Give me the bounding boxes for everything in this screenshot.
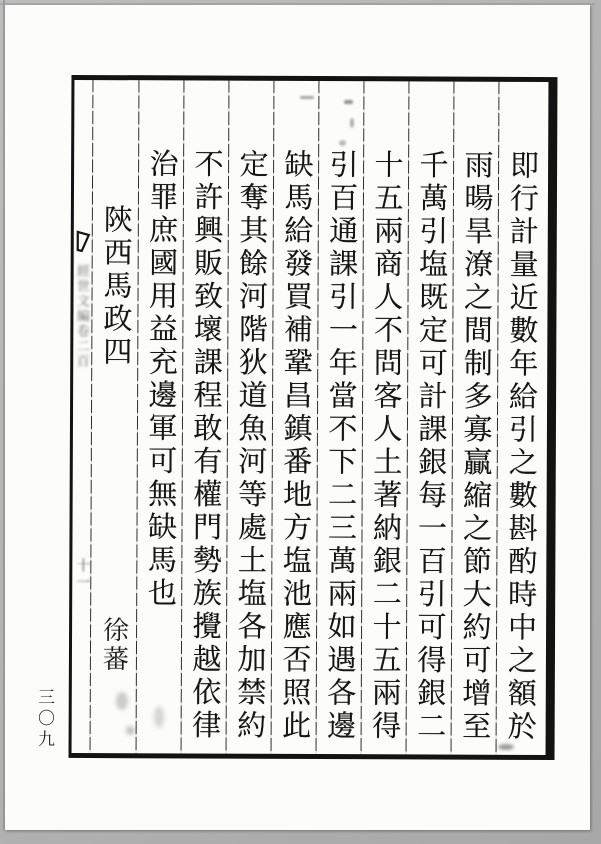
scan-edge-line-left: [3, 0, 5, 830]
text-column-5: [317, 81, 365, 754]
text-column-7-text: 定奪其餘河階狄道魚河等處土塩各加禁約: [233, 148, 268, 743]
ink-smudge: [344, 100, 353, 104]
folio-page-number: 三〇九: [35, 688, 54, 751]
ink-smudge: [126, 726, 135, 735]
text-column-9: [137, 80, 185, 753]
text-column-4: [362, 81, 410, 754]
ink-smudge: [116, 692, 128, 710]
text-column-6-text: 缺馬給發買補鞏昌鎮番地方塩池應否照此: [278, 148, 313, 743]
text-column-5-text: 引百通課引一年當不下二三萬兩如遇各邊: [323, 149, 358, 744]
text-column-8: [182, 80, 230, 753]
text-column-4-text: 十五兩商人不問客人土著納銀二十五兩得: [368, 149, 403, 744]
fish-tail-mark-icon: [76, 230, 91, 257]
text-column-2: [452, 82, 500, 755]
ink-smudge: [154, 706, 164, 728]
spine-title-blurred: 經世文編卷二百: [74, 263, 91, 370]
ink-smudge: [350, 118, 354, 128]
text-column-9-text: 治罪庶國用益充邊軍可無缺馬也: [143, 148, 178, 611]
section-title: 陝西馬政四: [99, 204, 132, 370]
print-frame: [69, 75, 558, 760]
ink-smudge: [300, 96, 314, 99]
text-column-2-text: 雨暘旱潦之間制多寡贏縮之節大約可增至: [458, 149, 493, 744]
text-column-8-text: 不許興販致壞課程敢有權門勢族攪越依律: [188, 148, 223, 743]
text-column-3-text: 千萬引塩既定可計課銀每一百引可得銀二: [413, 149, 448, 744]
section-title-column: [91, 80, 140, 753]
text-column-6: [272, 81, 320, 754]
text-column-1-text: 即行計量近數年給引之數斟酌時中之額於: [503, 149, 539, 744]
ink-smudge: [498, 744, 514, 750]
text-column-3: [407, 81, 455, 754]
text-column-1: [497, 82, 545, 755]
author-name: 徐蕃: [99, 616, 129, 675]
scan-edge-line-top: [0, 3, 595, 5]
ink-smudge: [339, 140, 346, 146]
spine-leaf-number-blurred: 十一: [74, 557, 90, 593]
text-column-7: [227, 81, 275, 754]
